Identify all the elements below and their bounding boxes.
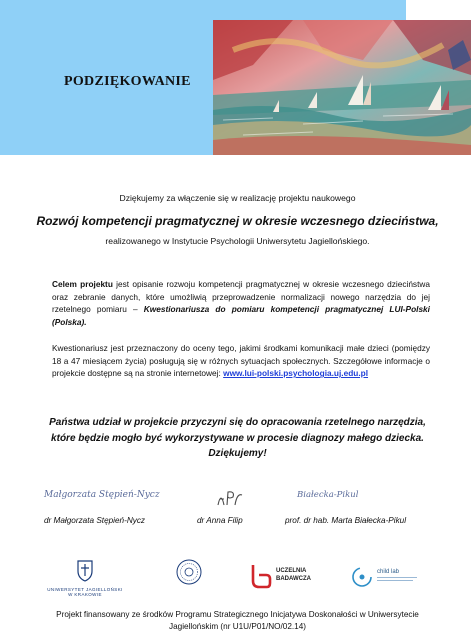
child-lab-name: child lab [377,569,400,575]
footer-line-2: Jagiellońskim (nr U1U/P01/NO/02.14) [169,622,306,631]
seal-logo [175,558,203,591]
questionnaire-paragraph [52,342,430,380]
uj-crest-icon [75,558,95,582]
child-lab-icon [351,566,373,588]
ub-line-2: BADAWCZA [276,576,311,582]
signatory-filip: dr Anna Filip [197,516,243,525]
uj-name: UNIWERSYTET JAGIELLOŃSKI [47,587,123,592]
child-lab-subline [377,580,413,581]
ub-line-1: UCZELNIA [276,568,307,574]
ub-mark-icon [250,563,272,589]
signature-bialecka-pikul: Białecka-Pikul [297,490,359,500]
funding-footer [0,609,475,633]
sailboats-painting [213,20,471,155]
signatory-stepien-nycz: dr Małgorzata Stępień-Nycz [44,516,146,525]
questionnaire-text: Kwestionariusz jest przeznaczony do oceny tego, jakimi środkami komunikacji małe dzieci (pomiędzy 18 a 47 miesiącem życia) posługują się w różnych sytuacjach społecznych. Szczegółowe informacje o projekcie dostępne są na stronie internetowej: [52,343,430,379]
signature-filip [215,487,245,514]
signatory-bialecka-pikul: prof. dr hab. Marta Białecka-Pikul [285,516,407,525]
footer-line-1: Projekt finansowany ze środków Programu Strategicznego Inicjatywa Doskonałości w Uniwersytecie [56,610,419,619]
project-website-link[interactable]: www.lui-polski.psychologia.uj.edu.pl [223,368,369,379]
closing-thanks: Dziękujemy! [208,448,267,459]
page-title: PODZIĘKOWANIE [64,74,191,89]
questionnaire-name: Kwestionariusza do pomiaru kompetencji pragmatycznej LUI-Polski (Polska). [52,304,430,327]
signature-stepien-nycz: Małgorzata Stępień-Nycz [44,490,160,500]
project-goal-paragraph [52,278,430,328]
goal-text: jest opisanie rozwoju kompetencji pragmatycznej w okresie wczesnego dzieciństwa oraz zebranie danych, które umożliwią przeprowadzenie normalizacji nowego narzędzia do jej rzetelnego pomiaru – [52,279,430,315]
child-lab-subline [377,577,417,578]
thanks-line: Dziękujemy za włączenie się w realizację projektu naukowego [119,193,356,203]
closing-line-2: które będzie mogło być wykorzystywane w procesie diagnozy małego dziecka. [51,432,424,444]
uj-logo [45,558,125,597]
project-title: Rozwój kompetencji pragmatycznej w okresie wczesnego dzieciństwa, [36,214,439,228]
uj-city: W KRAKOWIE [68,592,102,597]
institute-line: realizowanego w Instytucie Psychologii Uniwersytetu Jagiellońskiego. [105,236,370,246]
closing-line-1: Państwa udział w projekcie przyczyni się do opracowania rzetelnego narzędzia, [49,417,426,428]
goal-lead: Celem projektu [52,279,113,289]
closing-statement [0,415,475,462]
